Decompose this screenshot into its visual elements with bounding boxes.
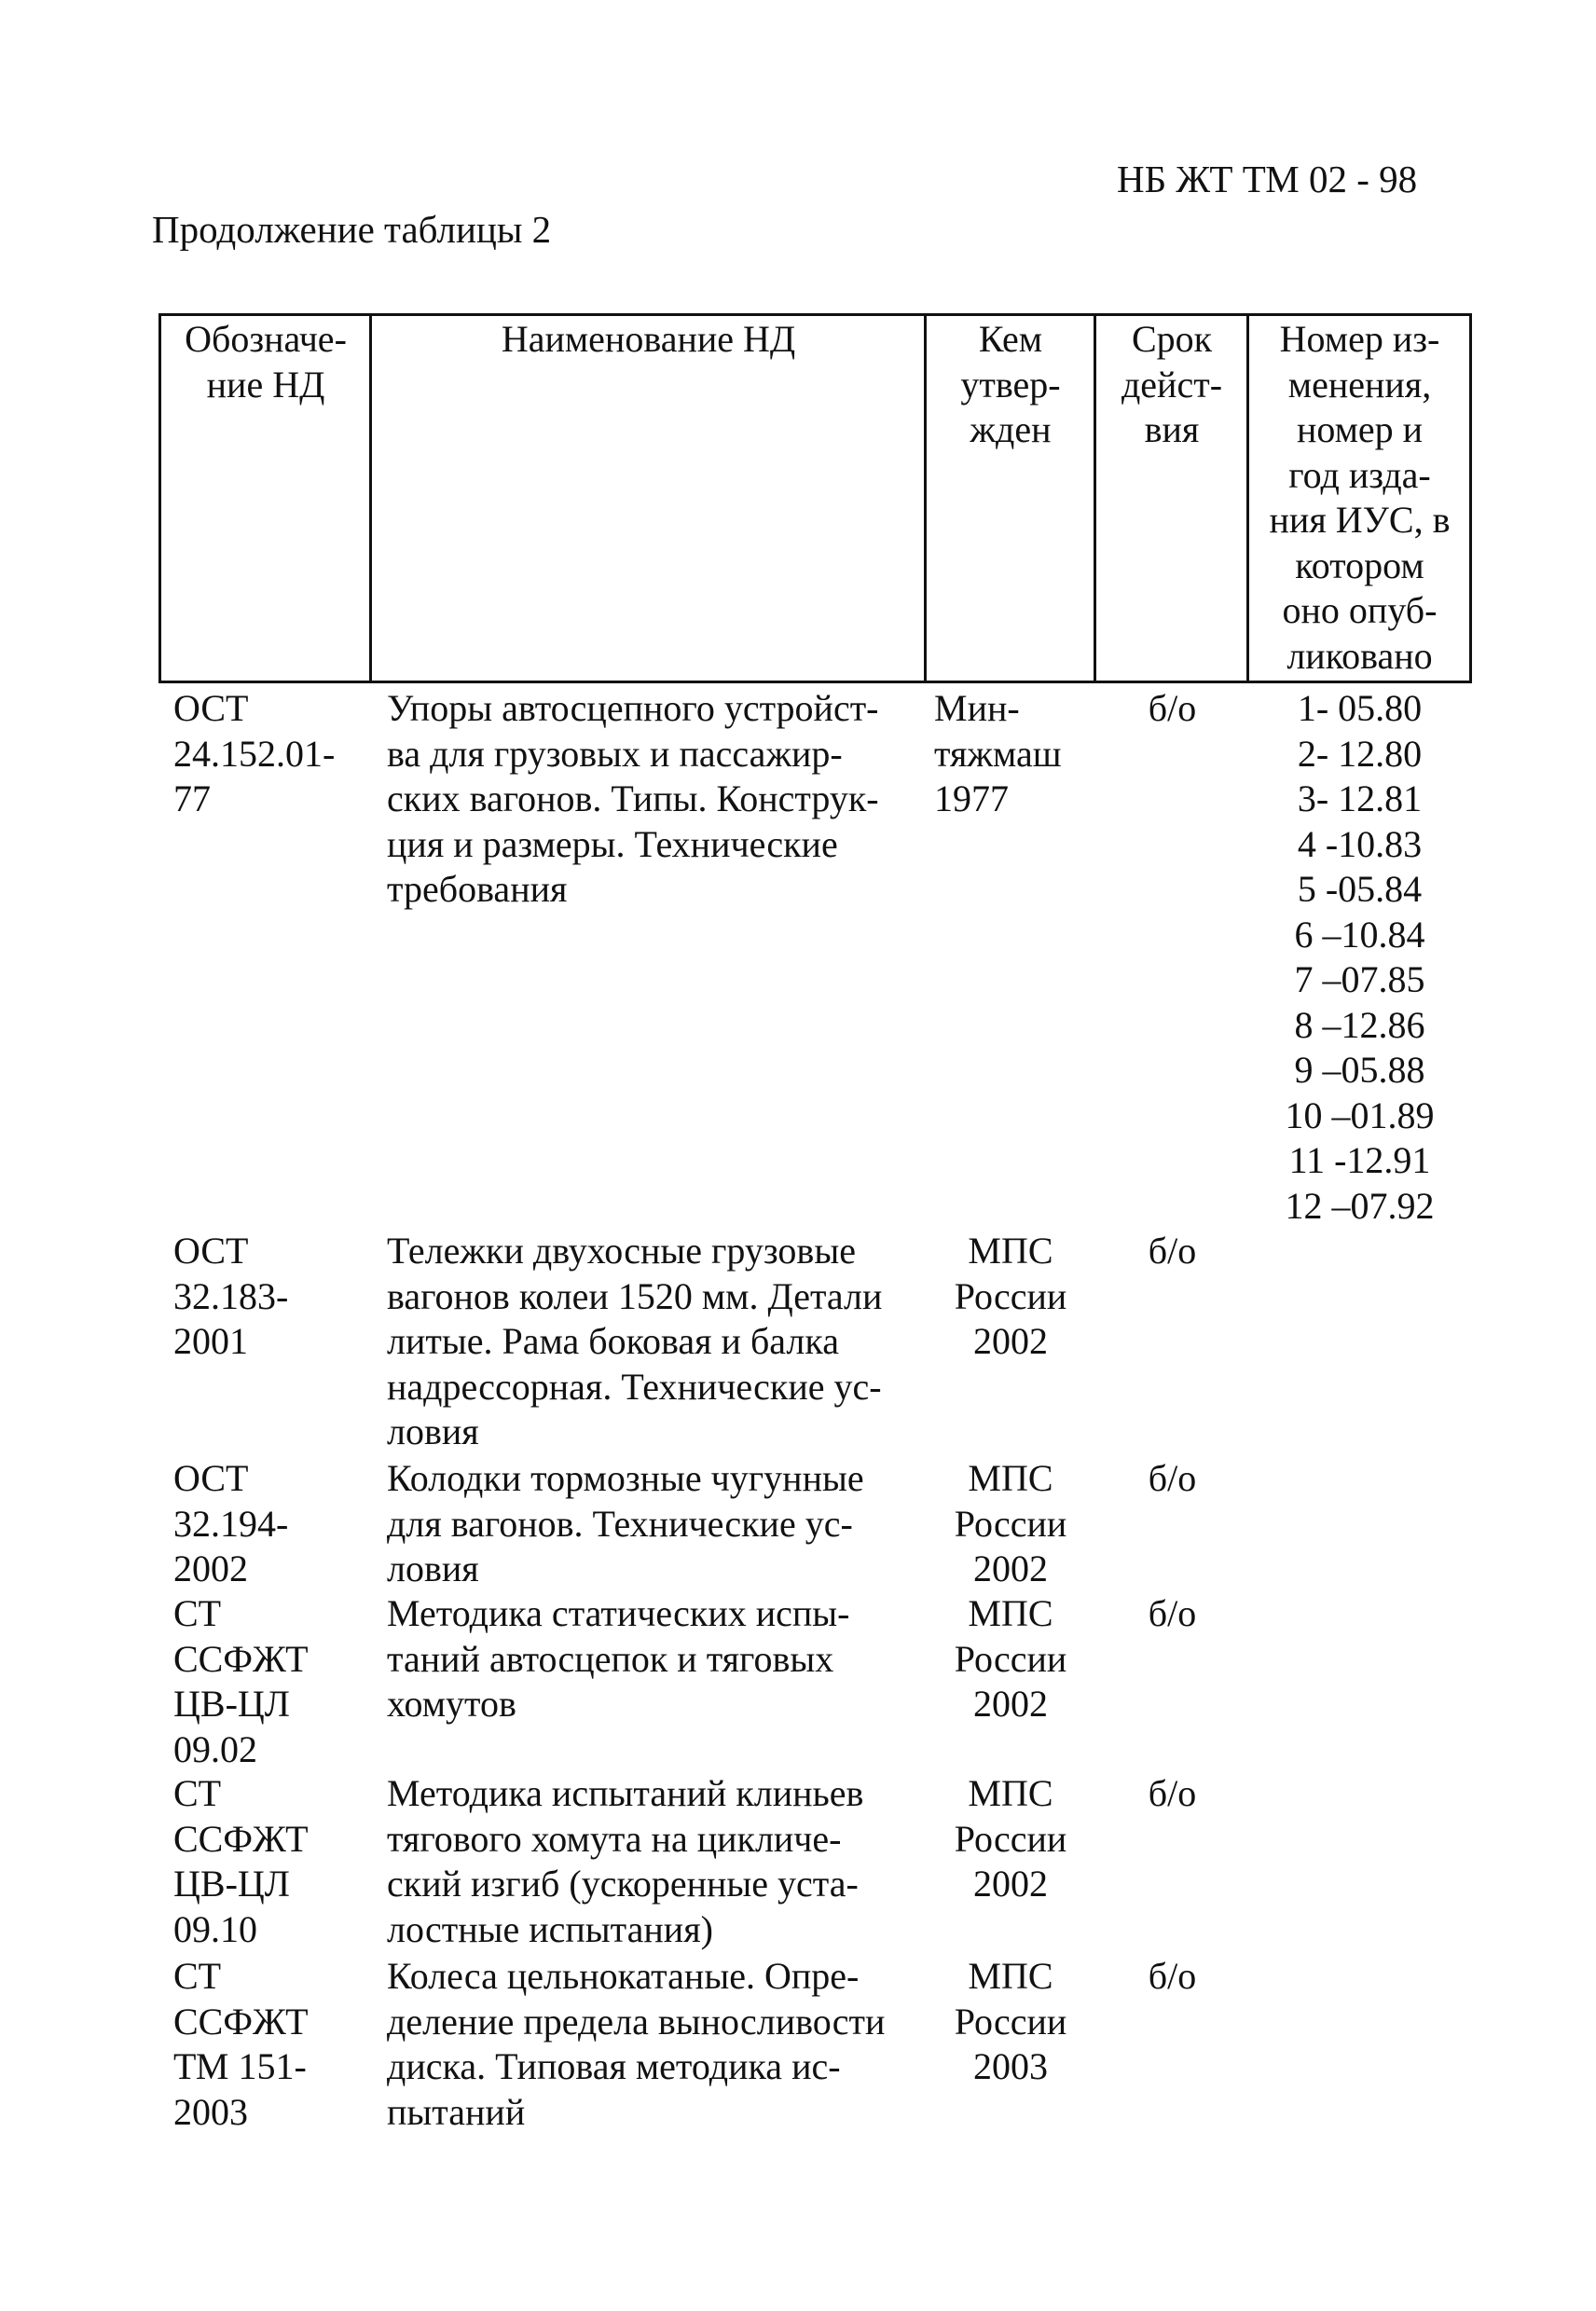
row-validity: б/о: [1148, 1955, 1197, 1997]
row-approved-by: МПС России 2002: [954, 1230, 1067, 1362]
row-approved-by: МПС России 2002: [954, 1457, 1067, 1589]
row-approved-by: МПС России 2002: [954, 1592, 1067, 1725]
header-changes: Номер из- менения, номер и год изда- ния ИУС, в котором оно опуб- ликовано: [1269, 318, 1451, 677]
row-changes: 1- 05.80 2- 12.80 3- 12.81 4 -10.83 5 -05.84 6 –10.84 7 –07.85 8 –12.86 9 –05.88 10 –01.89 11 -12.91 12 –07.92: [1285, 687, 1435, 1227]
row-validity: б/о: [1148, 1772, 1197, 1814]
row-validity: б/о: [1148, 687, 1197, 729]
document-code: НБ ЖТ ТМ 02 - 98: [1117, 158, 1418, 200]
row-validity: б/о: [1148, 1592, 1197, 1634]
row-designation: ОСТ 32.194- 2002: [173, 1457, 289, 1589]
row-validity: б/о: [1148, 1457, 1197, 1499]
row-name: Колеса цельнокатаные. Опре- деление предела выносливости диска. Типовая методика ис- пытаний: [387, 1955, 886, 2133]
header-divider: [1094, 313, 1096, 683]
header-divider: [924, 313, 927, 683]
table-caption: Продолжение таблицы 2: [152, 208, 552, 251]
header-top-border: [158, 313, 1472, 316]
row-approved-by: Мин- тяжмаш 1977: [934, 687, 1062, 819]
row-name: Методика статических испы- таний автосцепок и тяговых хомутов: [387, 1592, 850, 1725]
row-name: Упоры автосцепного устройст- ва для грузовых и пассажир- ских вагонов. Типы. Конструк- ция и размеры. Технические требования: [387, 687, 879, 910]
row-designation: СТ ССФЖТ ЦВ-ЦЛ 09.02: [173, 1592, 309, 1770]
header-designation: Обозначе- ние НД: [185, 318, 347, 406]
row-approved-by: МПС России 2003: [954, 1955, 1067, 2087]
header-divider: [369, 313, 372, 683]
row-name: Методика испытаний клиньев тягового хомута на цикличе- ский изгиб (ускоренные уста- лостные испытания): [387, 1772, 864, 1950]
header-divider: [158, 313, 161, 683]
row-name: Колодки тормозные чугунные для вагонов. Технические ус- ловия: [387, 1457, 864, 1589]
row-designation: ОСТ 24.152.01- 77: [173, 687, 336, 819]
row-name: Тележки двухосные грузовые вагонов колеи 1520 мм. Детали литые. Рама боковая и балка надрессорная. Технические ус- ловия: [387, 1230, 883, 1452]
row-designation: СТ ССФЖТ ЦВ-ЦЛ 09.10: [173, 1772, 309, 1950]
header-approved-by: Кем утвер- жден: [960, 318, 1061, 450]
row-approved-by: МПС России 2002: [954, 1772, 1067, 1905]
header-bottom-border: [158, 681, 1472, 683]
header-divider: [1246, 313, 1249, 683]
header-divider: [1469, 313, 1472, 683]
row-designation: СТ ССФЖТ ТМ 151- 2003: [173, 1955, 309, 2133]
header-validity: Срок дейст- вия: [1121, 318, 1223, 450]
row-validity: б/о: [1148, 1230, 1197, 1272]
row-designation: ОСТ 32.183- 2001: [173, 1230, 289, 1362]
header-name: Наименование НД: [501, 318, 796, 360]
